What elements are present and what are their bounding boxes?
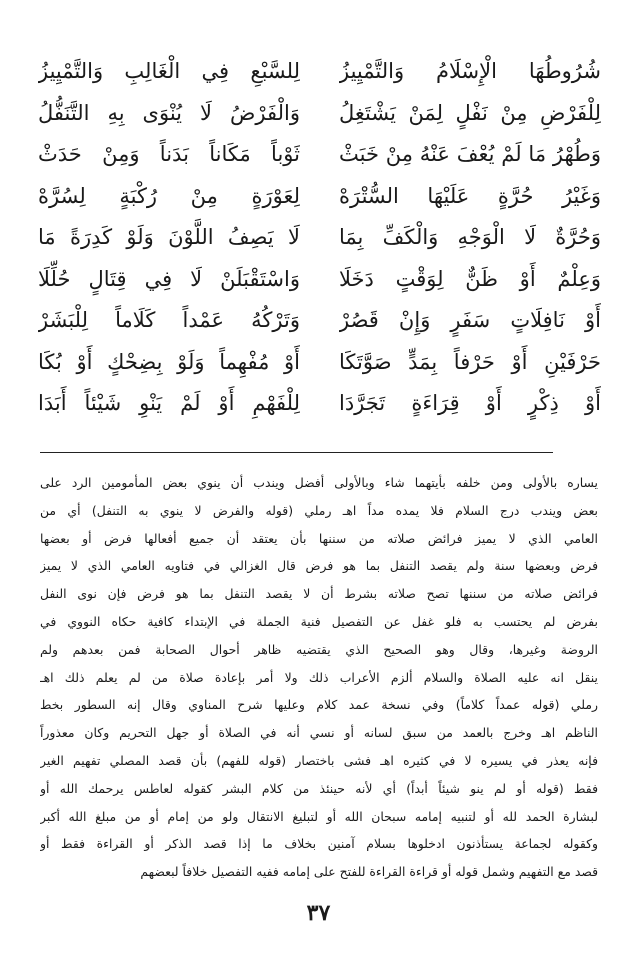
verse-first-hemistich: وَعِلْمٌ أَوْ ظَنٌّ لِوَقْتٍ دَخَلَا — [339, 266, 601, 291]
verse-row — [38, 94, 601, 132]
commentary-line: فرائض صلاته من سننها تصح صلاته بشرط أن لا يقصد التنفل بما هو فرض فإن نوى النفل — [40, 586, 598, 602]
verse-row — [38, 52, 601, 90]
commentary-line: وكقوله لجماعة يستأذنون ادخلوها بسلام آمنين بخلاف ما إذا قصد الذكر أو القراءة فقط أو — [40, 836, 598, 852]
commentary-line: الروضة وغيرها، وقال وهو الصحيح الذي يقتضيه ظاهر أحوال الصحابة فمن بعدهم ولم — [40, 641, 598, 657]
commentary-line: بعض ويندب درج السلام فلا يمده مداً اهـ رملي (قوله والفرض لا ينوي به التنفل) أي من — [40, 502, 598, 518]
verse-second-hemistich: وَاسْتَقْبَلَنْ لَا فِي قِتَالٍ حُلِّلَا — [38, 266, 300, 291]
verse-first-hemistich: وَغَيْرُ حُرَّةٍ عَلَيْهَا السُّتْرَهْ — [339, 183, 601, 208]
verse-second-hemistich: لِلسَّبْعِ فِي الْغَالِبِ وَالتَّمْيِيزُ — [38, 59, 300, 83]
commentary-line: فقط (قوله أو لم ينو شيئاً أبداً) أي لأنه حينئذ من كلام البشر كقوله لعاطس يرحمك الله أو — [40, 780, 598, 796]
verse-second-hemistich: لِلْفَهْمِ أَوْ لَمْ يَنْوِ شَيْئاً أَبَدَا — [38, 391, 300, 415]
page-number: ٣٧ — [306, 900, 331, 926]
commentary-line: يساره بالأولى ومن خلفه بأيتهما شاء وبالأولى أفضل ويندب أن ينوي بعض المأمومين الرد على — [40, 475, 598, 490]
verse-row — [38, 343, 601, 381]
verse-first-hemistich: لِلْفَرْضِ مِنْ نَفْلٍ لِمَنْ يَشْتَغِلُ — [339, 100, 601, 125]
verse-second-hemistich: أَوْ مُفْهِماً وَلَوْ بِضِحْكٍ أَوْ بُكَا — [38, 349, 300, 374]
verse-second-hemistich: لَا يَصِفُ اللَّوْنَ وَلَوْ كَدِرَةً مَا — [38, 225, 300, 249]
commentary-line: ينقل انه عليه الصلاة والسلام ألزم الأعراب ذلك ولا أمر بإعادة صلاة من لم يعلم ذلك اهـ — [40, 669, 598, 685]
verse-first-hemistich: حَرْفَيْنِ أَوْ حَرْفاً بِمَدٍّ صَوَّتَكَا — [339, 349, 601, 374]
verse-first-hemistich: أَوْ نَافِلَاتٍ سَفَرٍ وَإِنْ قَصُرْ — [339, 308, 601, 332]
section-divider — [40, 452, 553, 453]
verse-row — [38, 218, 601, 256]
commentary-line: لبشارة الحمد لله أو لتنبيه إمامه سبحان الله أو لتبليغ الانتقال ولو من إمام أو من مبلغ الله أكبر — [40, 808, 598, 824]
verse-first-hemistich: وَطُهْرُ مَا لَمْ يُعْفَ عَنْهُ مِنْ خَبَثْ — [339, 142, 601, 166]
verse-first-hemistich: أَوْ ذِكْرٍ أَوْ قِرَاءَةٍ تَجَرَّدَا — [339, 391, 601, 415]
verse-row — [38, 260, 601, 298]
commentary-line: فرض وبعضها سنة ولم يقصد التنفل بما هو فرض قال الغزالي في فتاويه العامي الذي لا يميز — [40, 558, 598, 574]
verse-row — [38, 177, 601, 215]
verse-second-hemistich: وَتَرْكُهُ عَمْداً كَلَاماً لِلْبَشَرْ — [38, 308, 300, 332]
commentary-line: قصد مع التفهيم وشمل قوله أو قراءة القراءة للفتح على إمامه ففيه التفصيل خلافاً لبعضهم — [140, 864, 598, 880]
poem-verses — [38, 52, 601, 422]
verse-row — [38, 301, 601, 339]
commentary-line: فإنه يعذر في يسيره لا في كثيره اهـ فشى باختصار (قوله للفهم) بأن قصد المصلي تفهيم الغير — [40, 753, 598, 768]
commentary-line: رملي (قوله عمداً كلاماً) وفي نسخة عمد كلام وعليها شرح المناوي وقال إنه السطور بخط — [40, 697, 598, 713]
verse-second-hemistich: ثَوْباً مَكَاناً بَدَناً وَمِنْ حَدَثْ — [38, 142, 300, 166]
verse-second-hemistich: لِعَوْرَةٍ مِنْ رُكْبَةٍ لِسُرَّهْ — [38, 183, 300, 208]
verse-first-hemistich: وَحُرَّةٌ لَا الْوَجْهِ وَالْكَفِّ بِمَا — [339, 225, 601, 249]
commentary-line: بفرض لم يحتسب به فلو غفل عن التفصيل فنية الجملة في الإبتداء كافية حكاه النووي في — [40, 614, 598, 629]
verse-row — [38, 135, 601, 173]
commentary-line: العامي الذي لا يميز فرائض صلاته من سننها بأن يعتقد أن جميع أفعالها فرض أو بعضها — [40, 530, 598, 546]
commentary-line: الناظم اهـ وخرج بالعمد من سبق لسانه أو نسي أنه في الصلاة أو جهل التحريم وكان معذوراً — [40, 725, 598, 741]
verse-second-hemistich: وَالْفَرْضُ لَا يُنْوَى بِهِ التَّنَفُّلُ — [38, 100, 300, 125]
verse-first-hemistich: شُرُوطُهَا الْإِسْلَامُ وَالتَّمْيِيزُ — [339, 59, 601, 83]
verse-row — [38, 384, 601, 422]
